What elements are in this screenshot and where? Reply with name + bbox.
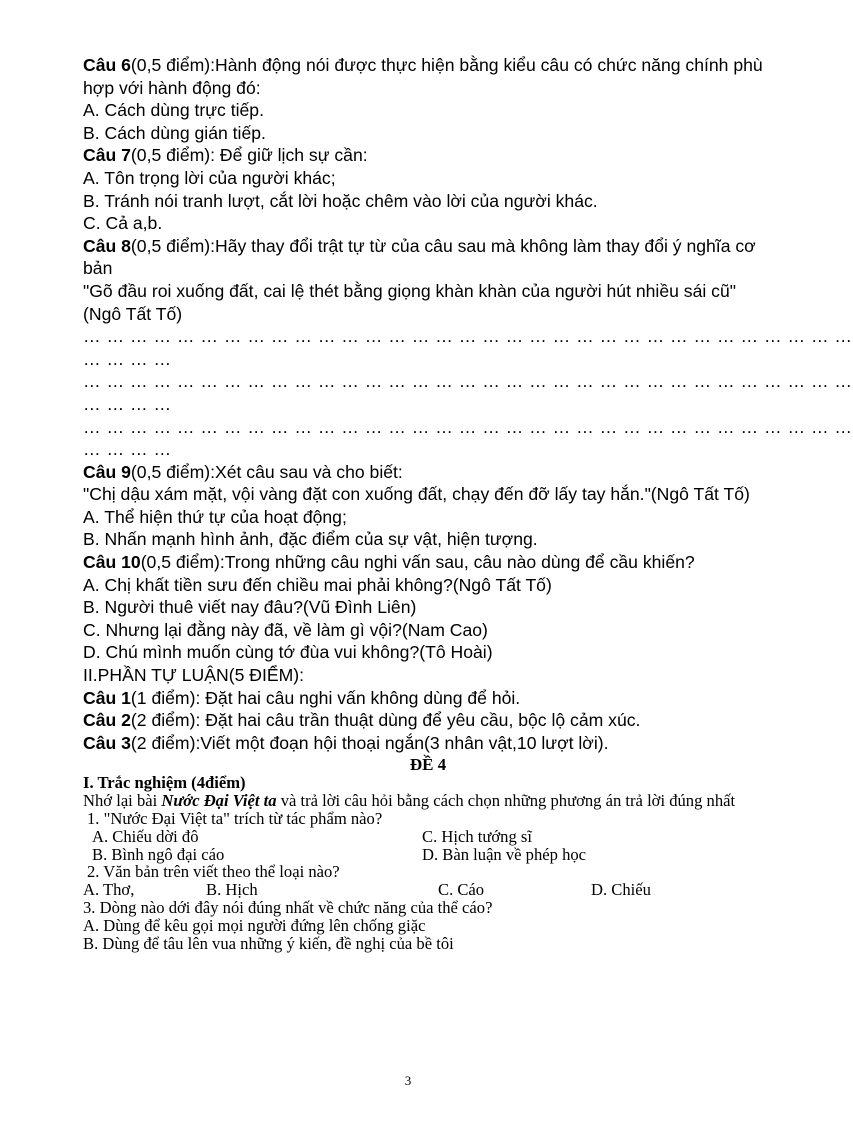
option-c: C. Cáo [438, 880, 485, 900]
option-b: B. Nhấn mạnh hình ảnh, đặc điểm của sự vật, hiện tượng. [83, 529, 538, 550]
question-text: (0,5 điểm):Hành động nói được thực hiện bằng kiểu câu có chức năng chính phù hợp với hành động đó: [83, 55, 763, 98]
option-b: B. Tránh nói tranh lượt, cắt lời hoặc chêm vào lời của người khác. [83, 190, 598, 211]
part-2-heading: II.PHẦN TỰ LUẬN(5 ĐIỂM): [83, 665, 304, 686]
question-label: Câu 2 [83, 710, 131, 731]
exam-part-1 [83, 54, 853, 754]
question-9 [83, 461, 773, 484]
question-8 [83, 235, 773, 280]
option-b: B. Cách dùng gián tiếp. [83, 122, 266, 143]
option-a: A. Chị khất tiền sưu đến chiều mai phải không?(Ngô Tất Tố) [83, 574, 552, 595]
question-6 [83, 54, 773, 99]
option-a: A. Chiếu dời đô [92, 826, 199, 846]
options-row [83, 846, 773, 864]
option-d: D. Chiếu [591, 880, 651, 900]
option-b: B. Hịch [206, 880, 258, 900]
intro-text: và trả lời câu hỏi bằng cách chọn những phương án trả lời đúng nhất [276, 791, 736, 811]
section-heading: I. Trắc nghiệm (4điểm) [83, 773, 246, 793]
question-label: Câu 1 [83, 687, 131, 708]
essay-question-1 [83, 687, 773, 710]
question-label: Câu 6 [83, 55, 131, 75]
quote: "Gõ đầu roi xuống đất, cai lệ thét bằng giọng khàn khàn của người hút nhiều sái cũ"(Ngô Tất Tố) [83, 280, 737, 324]
answer-line: … … … … [83, 393, 172, 414]
options-row [83, 828, 773, 846]
option-c: C. Nhưng lại đằng này đã, về làm gì vội?(Nam Cao) [83, 619, 488, 640]
question-text: (1 điểm): Đặt hai câu nghi vấn không dùng để hỏi. [130, 687, 521, 708]
essay-question-3 [83, 732, 773, 755]
option-a: A. Dùng để kêu gọi mọi người đứng lên chống giặc [83, 915, 426, 935]
document-page [83, 54, 853, 953]
option-c: C. Cả a,b. [83, 213, 163, 234]
question-label: Câu 10 [83, 552, 141, 573]
quote: "Chị dậu xám mặt, vội vàng đặt con xuống đất, chạy đến đỡ lấy tay hắn."(Ngô Tất Tố) [83, 484, 750, 505]
question-text: (0,5 điểm):Xét câu sau và cho biết: [130, 461, 403, 482]
intro-paragraph [83, 792, 773, 810]
option-a: A. Tôn trọng lời của người khác; [83, 167, 336, 188]
answer-line: … … … … … … … … … … … … … … … … … … … … … … … … … … … … … … … … … [83, 416, 853, 437]
option-a: A. Cách dùng trực tiếp. [83, 100, 264, 121]
option-a: A. Thể hiện thứ tự của hoạt động; [83, 506, 347, 527]
page-number: 3 [404, 1073, 412, 1088]
option-d: D. Chú mình muốn cùng tớ đùa vui không?(Tô Hoài) [83, 642, 493, 663]
intro-text: Nhớ lại bài [83, 791, 162, 811]
answer-line: … … … … [83, 348, 172, 369]
question-7 [83, 144, 773, 167]
question-text: (0,5 điểm):Trong những câu nghi vấn sau, câu nào dùng để cầu khiến? [140, 552, 695, 573]
exam-title: ĐỀ 4 [409, 755, 447, 775]
option-a: A. Thơ, [83, 880, 135, 900]
question-2: 2. Văn bản trên viết theo thể loại nào? [87, 862, 340, 882]
question-label: Câu 9 [83, 461, 131, 482]
answer-line: … … … … … … … … … … … … … … … … … … … … … … … … … … … … … … … … … [83, 326, 853, 347]
answer-line: … … … … … … … … … … … … … … … … … … … … … … … … … … … … … … … … … [83, 371, 853, 392]
question-label: Câu 7 [83, 145, 131, 166]
question-text: (0,5 điểm):Hãy thay đổi trật tự từ của câu sau mà không làm thay đổi ý nghĩa cơ bản [83, 235, 756, 279]
option-c: C. Hịch tướng sĩ [422, 826, 532, 846]
essay-question-2 [83, 709, 773, 732]
option-b: B. Dùng để tâu lên vua những ý kiến, đề nghị của bề tôi [83, 933, 454, 953]
question-label: Câu 3 [83, 732, 131, 753]
options-row [83, 881, 773, 899]
question-text: (0,5 điểm): Để giữ lịch sự cần: [130, 145, 368, 166]
question-text: (2 điểm): Đặt hai câu trần thuật dùng để yêu cầu, bộc lộ cảm xúc. [130, 710, 641, 731]
question-1: 1. "Nước Đại Việt ta" trích từ tác phẩm nào? [87, 809, 383, 828]
option-b: B. Người thuê viết nay đâu?(Vũ Đình Liên) [83, 597, 417, 618]
answer-line: … … … … [83, 439, 172, 460]
question-3: 3. Dòng nào dới đây nói đúng nhất về chức năng của thể cáo? [83, 897, 493, 917]
question-label: Câu 8 [83, 235, 131, 256]
exam-part-2 [83, 774, 773, 952]
option-d: D. Bàn luận về phép học [422, 844, 587, 864]
work-title: Nước Đại Việt ta [161, 791, 277, 811]
question-text: (2 điểm):Viết một đoạn hội thoại ngắn(3 nhân vật,10 lượt lời). [130, 732, 609, 753]
question-10 [83, 551, 773, 574]
option-b: B. Bình ngô đại cáo [92, 844, 225, 864]
